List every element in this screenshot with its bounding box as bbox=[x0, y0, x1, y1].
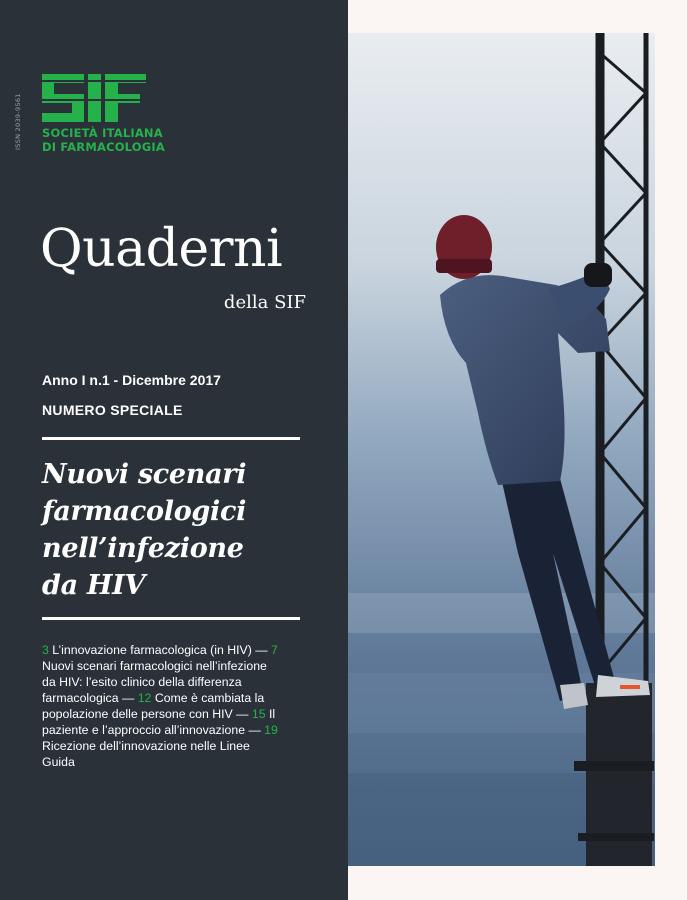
toc-page-number: 12 bbox=[137, 691, 152, 705]
issn-label: ISSN 2039-9561 bbox=[14, 93, 22, 150]
sif-logo bbox=[40, 74, 148, 124]
toc-entry-title: L’innovazione farmacologica (in HIV) bbox=[52, 643, 252, 657]
logo-line-2: DI FARMACOLOGIA bbox=[42, 140, 165, 154]
toc-entry-title: Ricezione dell’innovazione nelle Linee Guida bbox=[42, 739, 250, 769]
special-label: NUMERO SPECIALE bbox=[42, 402, 183, 418]
divider-bottom bbox=[42, 617, 300, 620]
headline bbox=[42, 456, 332, 604]
toc-separator: — bbox=[255, 643, 268, 657]
toc-page-number: 7 bbox=[271, 643, 278, 657]
divider-top bbox=[42, 437, 300, 440]
climber-shoe-accent bbox=[620, 685, 640, 689]
headline-line: da HIV bbox=[42, 570, 146, 601]
headline-line: nell’infezione bbox=[42, 533, 244, 564]
headline-line: Nuovi scenari bbox=[42, 459, 247, 490]
climber-shoe-left bbox=[560, 683, 588, 709]
sif-logo-mark bbox=[40, 74, 146, 122]
cover-photo bbox=[348, 33, 655, 866]
toc-entry-title: Come è cambiata la popolazione delle persone con HIV bbox=[42, 691, 265, 721]
climber-glove bbox=[584, 263, 612, 287]
logo-line-1: SOCIETÀ ITALIANA bbox=[42, 126, 163, 140]
toc-separator: — bbox=[121, 691, 135, 705]
table-of-contents bbox=[42, 642, 282, 770]
journal-subtitle: della SIF bbox=[223, 292, 306, 313]
toc-separator: — bbox=[248, 723, 261, 737]
journal-title: Quaderni bbox=[40, 219, 283, 279]
toc-entry-title: Nuovi scenari farmacologici nell’infezione da HIV: l’esito clinico della differenza farmacologica bbox=[42, 659, 267, 705]
issue-info: Anno I n.1 - Dicembre 2017 bbox=[42, 372, 221, 388]
toc-page-number: 15 bbox=[251, 707, 266, 721]
logo-text bbox=[42, 126, 165, 154]
toc-page-number: 19 bbox=[264, 723, 278, 737]
toc-separator: — bbox=[236, 707, 249, 721]
toc-entry-title: Il paziente e l’approccio all’innovazione bbox=[42, 707, 276, 737]
toc-page-number: 3 bbox=[42, 643, 49, 657]
climber-beanie-band bbox=[436, 259, 492, 273]
headline-line: farmacologici bbox=[42, 496, 247, 527]
